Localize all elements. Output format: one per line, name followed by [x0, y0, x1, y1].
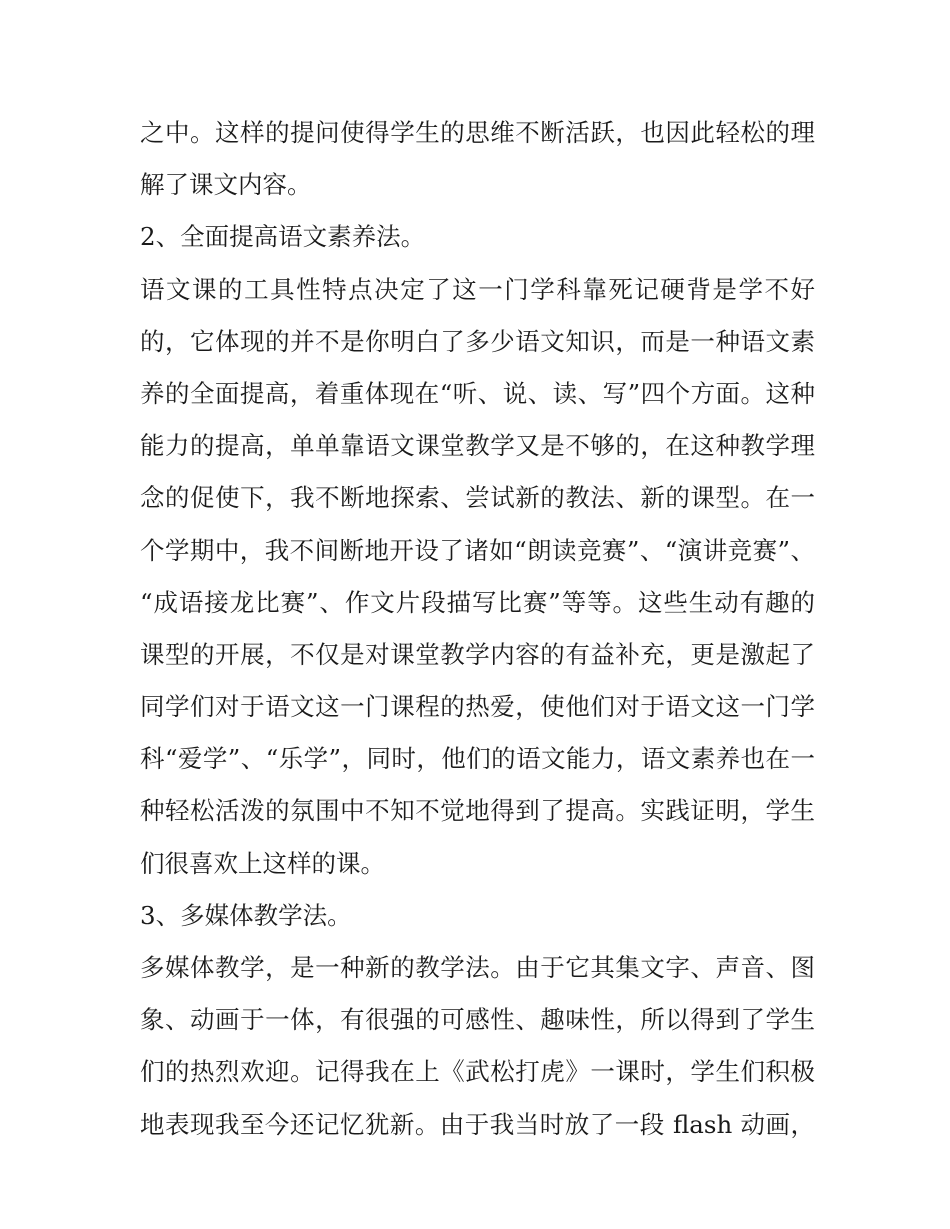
- text-line: 能力的提高，单单靠语文课堂教学又是不够的，在这种教学理: [140, 431, 815, 461]
- section-heading: 3、多媒体教学法。: [140, 900, 352, 930]
- text-line: 之中。这样的提问使得学生的思维不断活跃，也因此轻松的理: [140, 118, 815, 147]
- section-heading: 2、全面提高语文素养法。: [140, 222, 426, 252]
- text-line: 们很喜欢上这样的课。: [140, 848, 385, 878]
- text-line: 象、动画于一体，有很强的可感性、趣味性，所以得到了学生: [140, 1005, 815, 1035]
- text-line: 同学们对于语文这一门课程的热爱，使他们对于语文这一门学: [140, 692, 815, 722]
- text-line: 种轻松活泼的氛围中不知不觉地得到了提高。实践证明，学生: [140, 796, 815, 826]
- text-line: 们的热烈欢迎。记得我在上《武松打虎》一课时，学生们积极: [140, 1057, 815, 1087]
- text-line: 养的全面提高，着重体现在“听、说、读、写”四个方面。这种: [140, 378, 815, 408]
- text-line: 念的促使下，我不断地探索、尝试新的教法、新的课型。在一: [140, 483, 815, 513]
- text-line: 的，它体现的并不是你明白了多少语文知识，而是一种语文素: [140, 326, 815, 356]
- body-text: [140, 107, 815, 1151]
- text-line: 解了课文内容。: [140, 170, 312, 200]
- text-line: 地表现我至今还记忆犹新。由于我当时放了一段 flash 动画，: [140, 1109, 815, 1139]
- text-line: 多媒体教学，是一种新的教学法。由于它其集文字、声音、图: [140, 953, 815, 982]
- text-line: 科“爱学”、“乐学”，同时，他们的语文能力，语文素养也在一: [140, 744, 815, 774]
- text-line: “成语接龙比赛”、作文片段描写比赛”等等。这些生动有趣的: [140, 587, 815, 617]
- text-line: 语文课的工具性特点决定了这一门学科靠死记硬背是学不好: [140, 274, 815, 304]
- text-line: 个学期中，我不间断地开设了诸如“朗读竞赛”、“演讲竞赛”、: [140, 535, 815, 565]
- text-line: 课型的开展，不仅是对课堂教学内容的有益补充，更是激起了: [140, 639, 815, 669]
